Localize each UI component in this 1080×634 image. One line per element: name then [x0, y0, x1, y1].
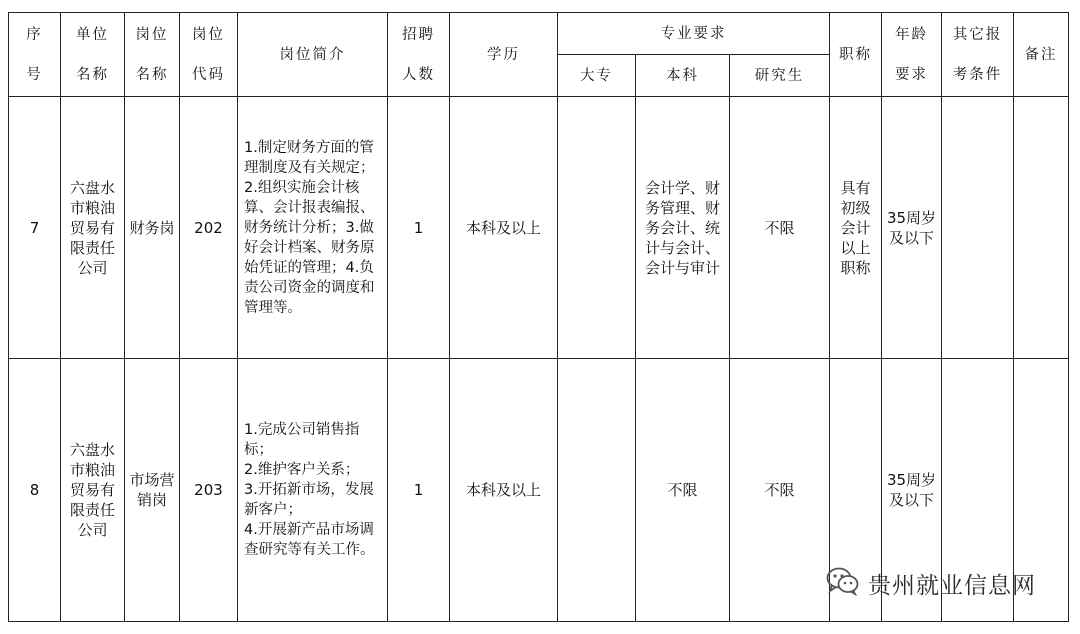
cell-post-name: 市场营销岗	[125, 359, 180, 622]
header-hire-count: 招聘 人数	[388, 13, 450, 97]
cell-age: 35周岁及以下	[882, 359, 942, 622]
cell-post-desc: 1.制定财务方面的管理制度及有关规定；2.组织实施会计核算、会计报表编报、财务统计分析；3.做好会计档案、财务原始凭证的管理；4.负责公司资金的调度和管理等。	[238, 97, 388, 359]
cell-other	[942, 97, 1014, 359]
header-post-name: 岗位 名称	[125, 13, 180, 97]
wechat-icon	[826, 566, 860, 600]
cell-education: 本科及以上	[450, 359, 558, 622]
cell-seq: 7	[9, 97, 61, 359]
header-title: 职称	[830, 13, 882, 97]
desc-line: 3.开拓新市场，发展新客户；	[244, 482, 374, 518]
cell-education: 本科及以上	[450, 97, 558, 359]
cell-title: 具有初级会计以上职称	[830, 97, 882, 359]
cell-major-graduate: 不限	[730, 97, 830, 359]
recruitment-table	[8, 12, 1069, 622]
header-remark: 备注	[1014, 13, 1069, 97]
watermark-text: 贵州就业信息网	[868, 572, 1036, 599]
cell-post-code: 202	[180, 97, 238, 359]
table-row	[9, 97, 1069, 359]
header-major-bachelor: 本科	[636, 55, 730, 97]
cell-seq: 8	[9, 359, 61, 622]
cell-major-college	[558, 97, 636, 359]
header-other: 其它报 考条件	[942, 13, 1014, 97]
header-post-desc: 岗位简介	[238, 13, 388, 97]
cell-unit: 六盘水市粮油贸易有限责任公司	[61, 97, 125, 359]
cell-unit: 六盘水市粮油贸易有限责任公司	[61, 359, 125, 622]
header-seq: 序 号	[9, 13, 61, 97]
header-major-graduate: 研究生	[730, 55, 830, 97]
desc-line: 4.开展新产品市场调查研究等有关工作。	[244, 522, 375, 558]
cell-hire-count: 1	[388, 97, 450, 359]
watermark	[826, 566, 1036, 600]
cell-remark	[1014, 97, 1069, 359]
header-age: 年龄 要求	[882, 13, 942, 97]
cell-major-college	[558, 359, 636, 622]
header-unit: 单位 名称	[61, 13, 125, 97]
cell-major-bachelor: 不限	[636, 359, 730, 622]
cell-major-bachelor: 会计学、财务管理、财务会计、统计与会计、会计与审计	[636, 97, 730, 359]
header-major-group: 专业要求	[558, 13, 830, 55]
cell-post-desc	[238, 359, 388, 622]
header-post-code: 岗位 代码	[180, 13, 238, 97]
cell-major-graduate: 不限	[730, 359, 830, 622]
cell-hire-count: 1	[388, 359, 450, 622]
header-major-college: 大专	[558, 55, 636, 97]
header-education: 学历	[450, 13, 558, 97]
desc-line: 2.维护客户关系；	[244, 462, 360, 478]
desc-line: 1.完成公司销售指标；	[244, 422, 360, 458]
cell-post-code: 203	[180, 359, 238, 622]
cell-age: 35周岁及以下	[882, 97, 942, 359]
cell-post-name: 财务岗	[125, 97, 180, 359]
header-row-1	[9, 13, 1069, 55]
